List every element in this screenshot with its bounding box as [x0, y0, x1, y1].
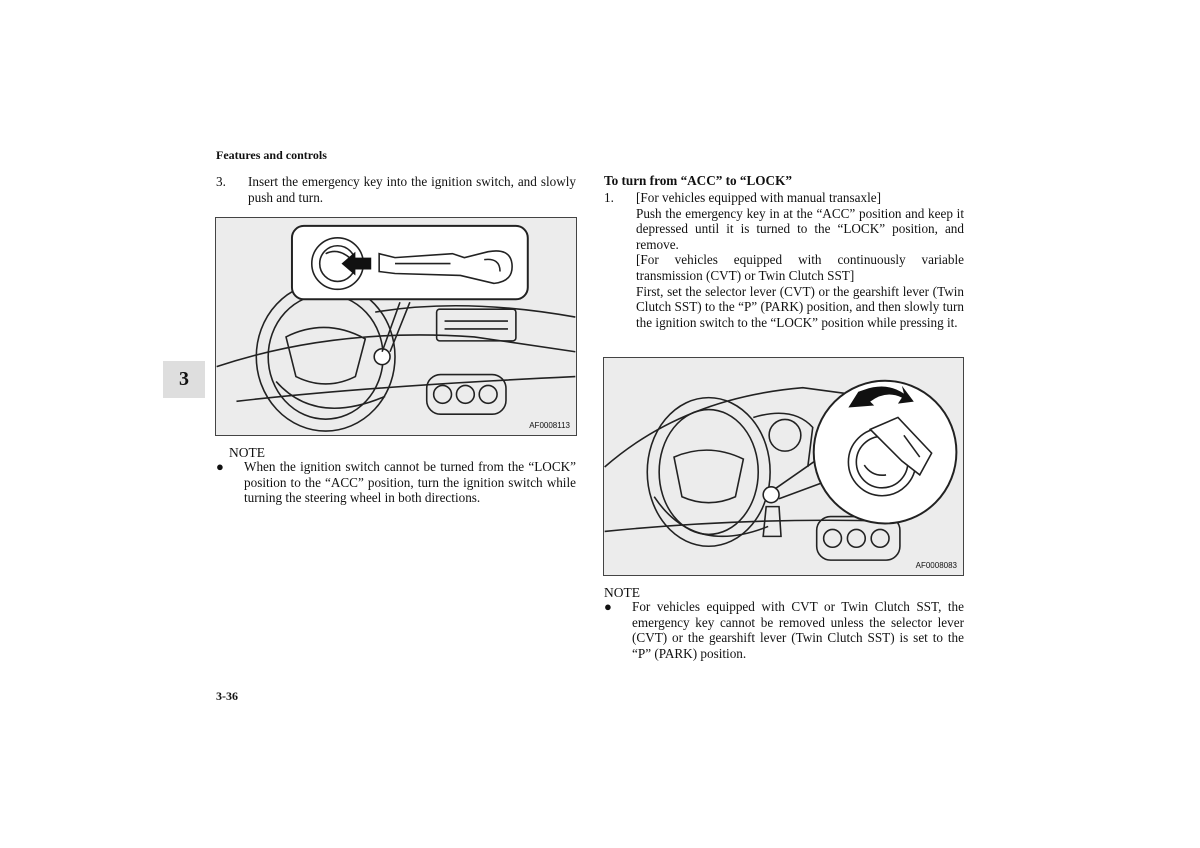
step-number: 3. [216, 174, 226, 189]
step-3 [216, 174, 576, 205]
bullet-icon: ● [216, 459, 224, 474]
step-line-manual: [For vehicles equipped with manual transaxle] [636, 190, 881, 205]
bullet-icon: ● [604, 599, 612, 614]
step-text: Insert the emergency key into the ignition switch, and slowly push and turn. [248, 174, 576, 205]
page-number: 3-36 [216, 689, 238, 703]
turn-key-illustration [604, 358, 963, 575]
figure-code: AF0008113 [529, 421, 570, 430]
chapter-tab [163, 361, 205, 398]
step-line-first: First, set the selector lever (CVT) or the gearshift lever (Twin Clutch SST) to the “P” (PARK) position, and then slowly turn the ignition switch to the “LOCK” position while pressing it. [636, 283, 964, 330]
step-line-push: Push the emergency key in at the “ACC” position and keep it depressed until it is turned to the “LOCK” position, and remove. [636, 205, 964, 252]
note-label: NOTE [229, 445, 265, 460]
step-1 [604, 190, 964, 330]
chapter-number: 3 [179, 368, 189, 390]
note-text: When the ignition switch cannot be turned from the “LOCK” position to the “ACC” position, turn the ignition switch while turning the steering wheel in both directions. [244, 459, 576, 506]
note-bullet-item [216, 459, 576, 506]
step-text [636, 190, 964, 330]
note-label: NOTE [604, 585, 640, 600]
figure-insert-key [215, 217, 577, 436]
insert-key-illustration [216, 218, 576, 435]
step-line-cvt: [For vehicles equipped with continuously variable transmission (CVT) or Twin Clutch SST] [636, 252, 964, 283]
subsection-heading: To turn from “ACC” to “LOCK” [604, 173, 792, 188]
note-text: For vehicles equipped with CVT or Twin Clutch SST, the emergency key cannot be removed unless the selector lever (CVT) or the gearshift lever (Twin Clutch SST) is set to the “P” (PARK) position. [632, 599, 964, 661]
figure-turn-key [603, 357, 964, 576]
note-bullet-item [604, 599, 964, 661]
section-title: Features and controls [216, 148, 327, 162]
step-number: 1. [604, 190, 614, 205]
figure-code: AF0008083 [915, 561, 957, 570]
